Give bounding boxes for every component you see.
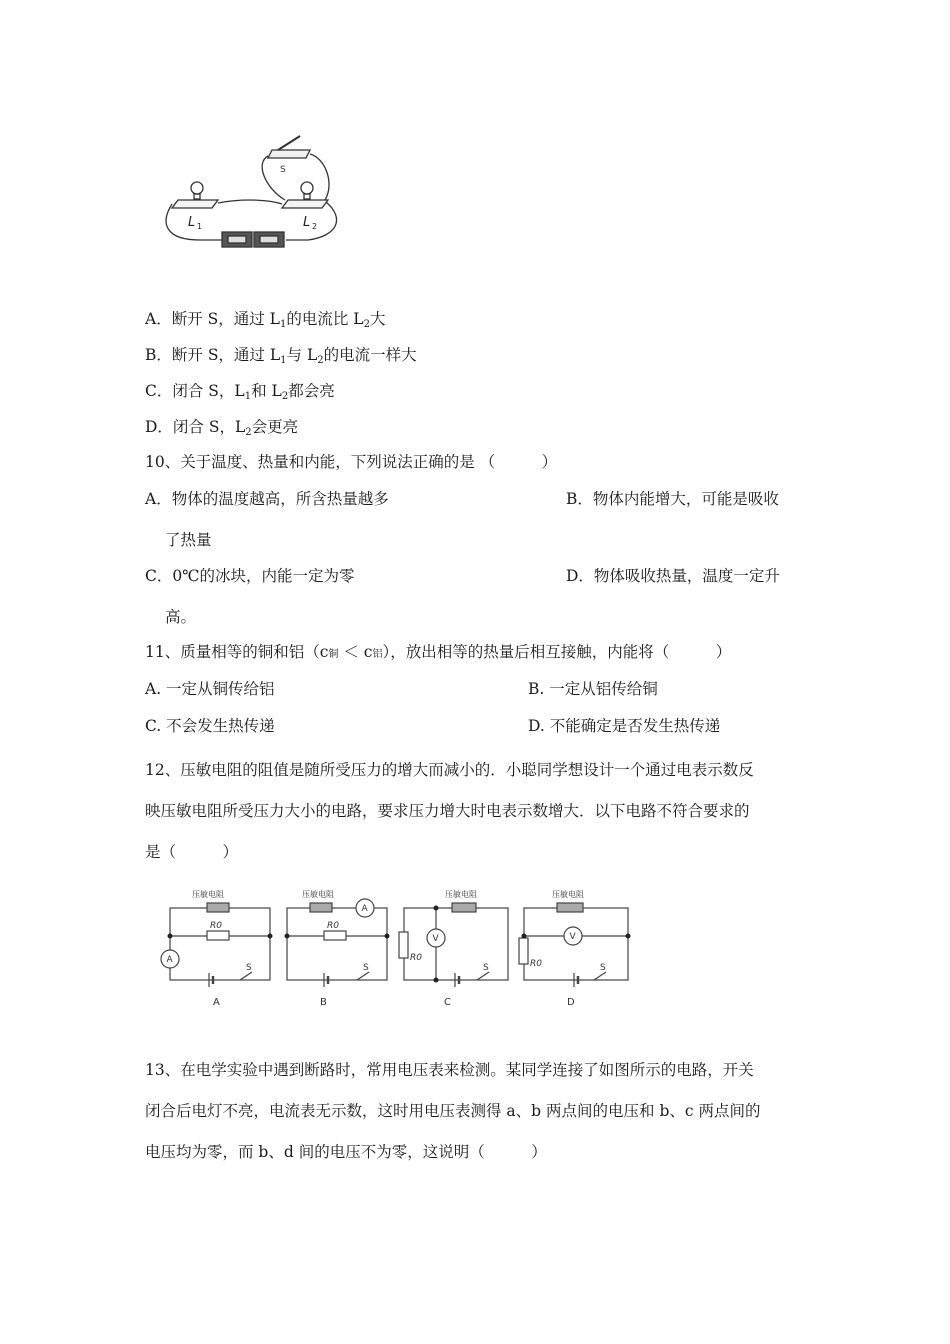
q12-line-2: 映压敏电阻所受压力大小的电路，要求压力增大时电表示数增大．以下电路不符合要求的	[145, 802, 750, 820]
q11-option-a: A. 一定从铜传给铝	[145, 680, 275, 698]
q13-line-3: 电压均为零，而 b、d 间的电压不为零，这说明（ ）	[145, 1143, 547, 1161]
q10-option-d-continued: 高。	[165, 608, 197, 626]
switch-label-a: S	[246, 963, 252, 973]
q9-option-a: A．断开 S，通过 $L_1$的电流比 $L_2$大	[145, 310, 386, 330]
pressure-resistor-label-a: 压敏电阻	[192, 890, 224, 899]
circuit-figure-bulbs	[160, 128, 350, 258]
q9-option-c: C．闭合 S，$L_1$和 $L_2$都会亮	[145, 382, 335, 402]
label-l2: L	[303, 215, 311, 230]
r0-label-b: R0	[327, 921, 339, 931]
q9-option-b: B．断开 S，通过 $L_1$与 $L_2$的电流一样大	[145, 346, 417, 366]
q11-stem: 11、质量相等的铜和铝（c铜 ＜ c铝），放出相等的热量后相互接触，内能将（ ）	[145, 643, 732, 661]
q13-line-2: 闭合后电灯不亮，电流表无示数，这时用电压表测得 a、b 两点间的电压和 b、c 两点间的	[145, 1102, 761, 1120]
q10-stem: 10、关于温度、热量和内能，下列说法正确的是 （ ）	[145, 453, 558, 471]
q13-line-1: 13、在电学实验中遇到断路时，常用电压表来检测。某同学连接了如图所示的电路，开关	[145, 1061, 754, 1079]
switch-label-b: S	[363, 963, 369, 973]
pressure-resistor-label-d: 压敏电阻	[552, 890, 584, 899]
label-l2-sub: 2	[312, 222, 318, 231]
circuit-label-c: C	[444, 997, 451, 1008]
q10-option-d: D．物体吸收热量，温度一定升	[566, 567, 780, 585]
r0-label-d: R0	[530, 959, 542, 969]
q10-option-a: A．物体的温度越高，所含热量越多	[145, 490, 389, 508]
circuit-options-figure	[152, 880, 652, 1015]
q11-option-c: C. 不会发生热传递	[145, 717, 275, 735]
q10-option-c: C．0℃的冰块，内能一定为零	[145, 567, 355, 585]
ammeter-label-a: A	[166, 955, 173, 965]
voltmeter-label-c: V	[432, 934, 439, 944]
circuit-label-d: D	[567, 997, 575, 1008]
q12-line-1: 12、压敏电阻的阻值是随所受压力的增大而减小的．小聪同学想设计一个通过电表示数反	[145, 761, 754, 779]
circuit-label-a: A	[213, 997, 220, 1008]
pressure-resistor-label-b: 压敏电阻	[302, 890, 334, 899]
q10-option-b-continued: 了热量	[165, 531, 212, 549]
switch-label-d: S	[600, 963, 606, 973]
label-l1: L	[188, 215, 196, 230]
ammeter-label-b: A	[361, 904, 368, 914]
switch-label-c: S	[483, 963, 489, 973]
q11-option-d: D. 不能确定是否发生热传递	[528, 717, 721, 735]
pressure-resistor-label-c: 压敏电阻	[445, 890, 477, 899]
circuit-label-b: B	[320, 997, 327, 1008]
q11-option-b: B. 一定从铝传给铜	[528, 680, 658, 698]
switch-label: S	[280, 165, 286, 175]
r0-label-a: R0	[210, 921, 222, 931]
q9-option-d: D．闭合 S，$L_2$会更亮	[145, 418, 299, 438]
r0-label-c: R0	[410, 953, 422, 963]
label-l1-sub: 1	[197, 222, 203, 231]
voltmeter-label-d: V	[569, 932, 576, 942]
q10-option-b: B．物体内能增大，可能是吸收	[566, 490, 779, 508]
q12-line-3: 是（ ）	[145, 843, 239, 861]
